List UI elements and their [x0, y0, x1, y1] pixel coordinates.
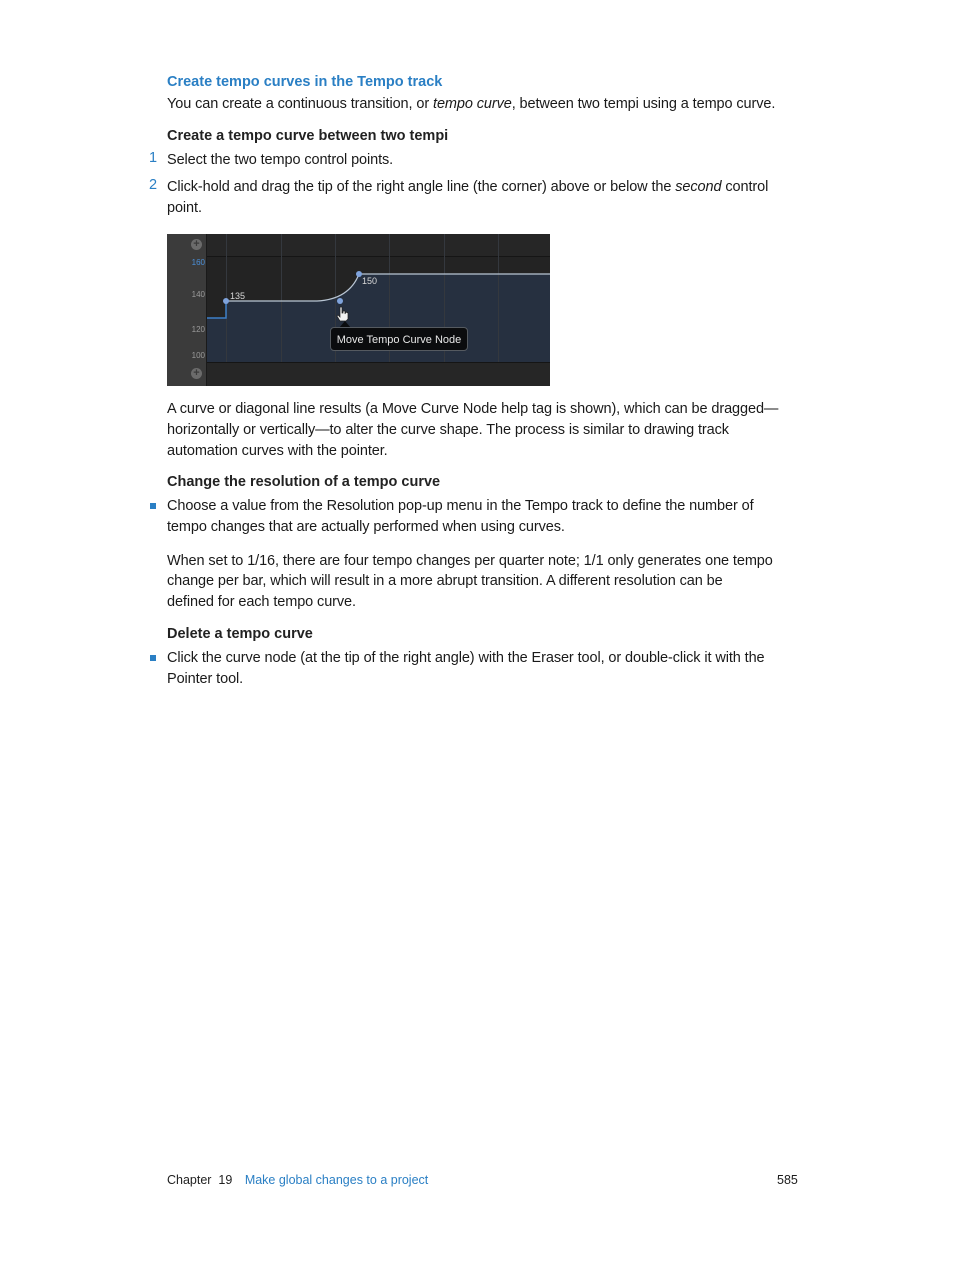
task-heading: Change the resolution of a tempo curve	[167, 474, 441, 490]
note-line: change per bar, which will result in a more abrupt transition. A different resolution can be	[167, 573, 723, 589]
paragraph-line: automation curves with the pointer.	[167, 443, 388, 459]
step-text-emphasis: second	[675, 179, 722, 195]
bullet-text: Click the curve node (at the tip of the right angle) with the Eraser tool, or double-click it with the	[167, 650, 765, 666]
tempo-control-point	[223, 298, 229, 304]
y-axis-label: 160	[191, 258, 205, 267]
step-number: 1	[149, 150, 158, 166]
bullet-text: tempo changes that are actually performed when using curves.	[167, 519, 565, 535]
chapter-title-link[interactable]: Make global changes to a project	[244, 1173, 429, 1187]
tempo-curve-graph	[167, 234, 550, 386]
step-text: Select the two tempo control points.	[167, 152, 394, 168]
note-line: When set to 1/16, there are four tempo changes per quarter note; 1/1 only generates one tempo	[167, 553, 773, 569]
bullet-icon	[150, 655, 156, 661]
paragraph-line: horizontally or vertically—to alter the curve shape. The process is similar to drawing track	[167, 422, 729, 438]
page-footer	[167, 1173, 428, 1187]
plus-circle-icon[interactable]: +	[191, 239, 202, 250]
step-text-continued: point.	[167, 200, 202, 216]
paragraph-line: A curve or diagonal line results (a Move Curve Node help tag is shown), which can be dragged—	[167, 401, 779, 417]
curve-node	[337, 298, 343, 304]
page-number: 585	[777, 1173, 798, 1187]
task-heading: Create a tempo curve between two tempi	[167, 128, 449, 144]
section-title: Create tempo curves in the Tempo track	[167, 74, 443, 90]
intro-text-end: , between two tempi using a tempo curve.	[511, 96, 776, 112]
tempo-point-label: 135	[230, 291, 246, 301]
step-number: 2	[149, 177, 158, 193]
step-text-part: Click-hold and drag the tip of the right angle line (the corner) above or below the	[167, 179, 676, 195]
bullet-text: Choose a value from the Resolution pop-up menu in the Tempo track to define the number of	[167, 498, 754, 514]
y-axis-label: 140	[191, 290, 205, 299]
tempo-point-label: 150	[362, 276, 378, 286]
bullet-text: Pointer tool.	[167, 671, 244, 687]
y-axis-label: 100	[191, 351, 205, 360]
plus-circle-icon[interactable]: +	[191, 368, 202, 379]
step-text-part: control	[721, 179, 769, 195]
y-axis-label: 120	[191, 325, 205, 334]
section-intro	[167, 94, 775, 115]
chapter-label: Chapter 19	[167, 1173, 233, 1187]
note-line: defined for each tempo curve.	[167, 594, 356, 610]
tempo-track-screenshot	[167, 234, 550, 386]
intro-term: tempo curve	[433, 96, 512, 112]
task-heading: Delete a tempo curve	[167, 626, 313, 642]
intro-text: You can create a continuous transition, or	[167, 96, 434, 112]
bullet-icon	[150, 503, 156, 509]
step-text	[167, 177, 768, 198]
help-tag-tooltip: Move Tempo Curve Node	[330, 327, 468, 351]
